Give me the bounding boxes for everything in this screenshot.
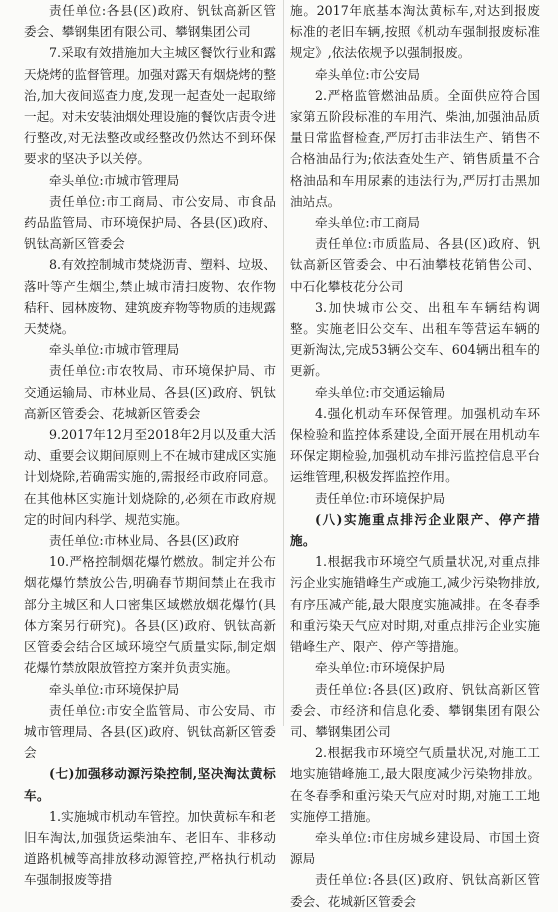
paragraph: 牵头单位:市住房城乡建设局、市国土资源局 [290, 829, 540, 867]
paragraph: (七)加强移动源污染控制,坚决淘汰黄标车。 [24, 766, 276, 803]
paragraph: 1.实施城市机动车管控。加快黄标车和老旧车淘汰,加强货运柴油车、老旧车、非移动道路机械等高排放移动源管控,严格执行机动车强制报废等措 [24, 808, 276, 888]
paragraph: 4.强化机动车环保管理。加强机动车环保检验和监控体系建设,全面开展在用机动车环保定期检验,加强机动车排污监控信息平台运维管理,积极发挥监控作用。 [290, 405, 540, 485]
paragraph: 1.根据我市环境空气质量状况,对重点排污企业实施错峰生产或施工,减少污染物排放,有序压减产能,最大限度实施减排。在冬春季和重污染天气应对时期,对重点排污企业实施错峰生产、限产、停产等措施。 [290, 554, 540, 655]
paragraph: 牵头单位:市城市管理局 [49, 342, 180, 358]
paragraph: 责任单位:市农牧局、市环境保护局、市交通运输局、市林业局、各县(区)政府、钒钛高新区管委会、花城新区管委会 [24, 363, 276, 421]
paragraph: 责任单位:市质监局、各县(区)政府、钒钛高新区管委会、中石油攀枝花销售公司、中石化攀枝花分公司 [290, 236, 540, 294]
paragraph: 牵头单位:市公安局 [315, 66, 420, 82]
paragraph: 8.有效控制城市焚烧沥青、塑料、垃圾、落叶等产生烟尘,禁止城市清扫废物、农作物秸秆、园林废物、建筑废弃物等物质的违规露天焚烧。 [24, 257, 276, 337]
paragraph: 牵头单位:市城市管理局 [49, 172, 180, 188]
paragraph: 10.严格控制烟花爆竹燃放。制定并公布烟花爆竹禁放公告,明确春节期间禁止在我市部分主城区和人口密集区域燃放烟花爆竹(具体方案另行研究)。各县(区)政府、钒钛高新区管委会结合区域环境空气质量实际,制定烟花爆竹禁放限放管控方案并负责实施。 [24, 554, 276, 676]
paragraph: 施。2017年底基本淘汰黄标车,对达到报废标准的老旧车辆,按照《机动车强制报废标准规定》,依法依规予以强制报废。 [290, 3, 540, 61]
column-divider [283, 0, 284, 726]
paragraph: 责任单位:各县(区)政府、钒钛高新区管委会、花城新区管委会 [290, 872, 540, 909]
paragraph: 2.根据我市环境空气质量状况,对施工工地实施错峰施工,最大限度减少污染物排放。在冬春季和重污染天气应对时期,对施工工地实施停工措施。 [290, 745, 540, 824]
paragraph: (八)实施重点排污企业限产、停产措施。 [290, 511, 540, 549]
paragraph: 2.严格监管燃油品质。全面供应符合国家第五阶段标准的车用汽、柴油,加强油品质量日常监督检查,严厉打击非法生产、销售不合格油品行为;依法查处生产、销售质量不合格油品和车用尿素的违法行为,严厉打击黑加油站点。 [290, 87, 540, 209]
paragraph: 9.2017年12月至2018年2月以及重大活动、重要会议期间原则上不在城市建成区实施计划烧除,若确需实施的,需报经市政府同意。在其他林区实施计划烧除的,必须在市政府规定的时间内科学、规范实施。 [24, 427, 276, 527]
paragraph: 牵头单位:市环境保护局 [49, 681, 180, 697]
paragraph: 牵头单位:市工商局 [315, 215, 420, 231]
paragraph: 责任单位:市环境保护局 [315, 490, 446, 506]
paragraph: 3.加快城市公交、出租车车辆结构调整。实施老旧公交车、出租车等营运车辆的更新淘汰,完成53辆公交车、604辆出租车的更新。 [290, 299, 540, 379]
paragraph: 牵头单位:市环境保护局 [315, 660, 446, 676]
paragraph: 责任单位:市工商局、市公安局、市食品药品监管局、市环境保护局、各县(区)政府、钒钛高新区管委会 [24, 193, 276, 252]
paragraph: 责任单位:各县(区)政府、钒钛高新区管委会、市经济和信息化委、攀钢集团有限公司、攀钢集团公司 [290, 681, 540, 739]
paragraph: 责任单位:各县(区)政府、钒钛高新区管委会、攀钢集团有限公司、攀钢集团公司 [24, 3, 276, 40]
paragraph: 7.采取有效措施加大主城区餐饮行业和露天烧烤的监督管理。加强对露天有烟烧烤的整治,加大夜间巡查力度,发现一起查处一起取缔一起。对未安装油烟处理设施的餐饮店责令进行整改,对无法整改或经整改仍然达不到环保要求的坚决予以关停。 [24, 45, 276, 167]
left-column [24, 0, 276, 891]
paragraph: 责任单位:市林业局、各县(区)政府 [49, 533, 240, 549]
right-column [290, 0, 540, 912]
paragraph: 责任单位:市安全监管局、市公安局、市城市管理局、各县(区)政府、钒钛高新区管委会 [24, 702, 276, 761]
paragraph: 牵头单位:市交通运输局 [315, 384, 446, 400]
